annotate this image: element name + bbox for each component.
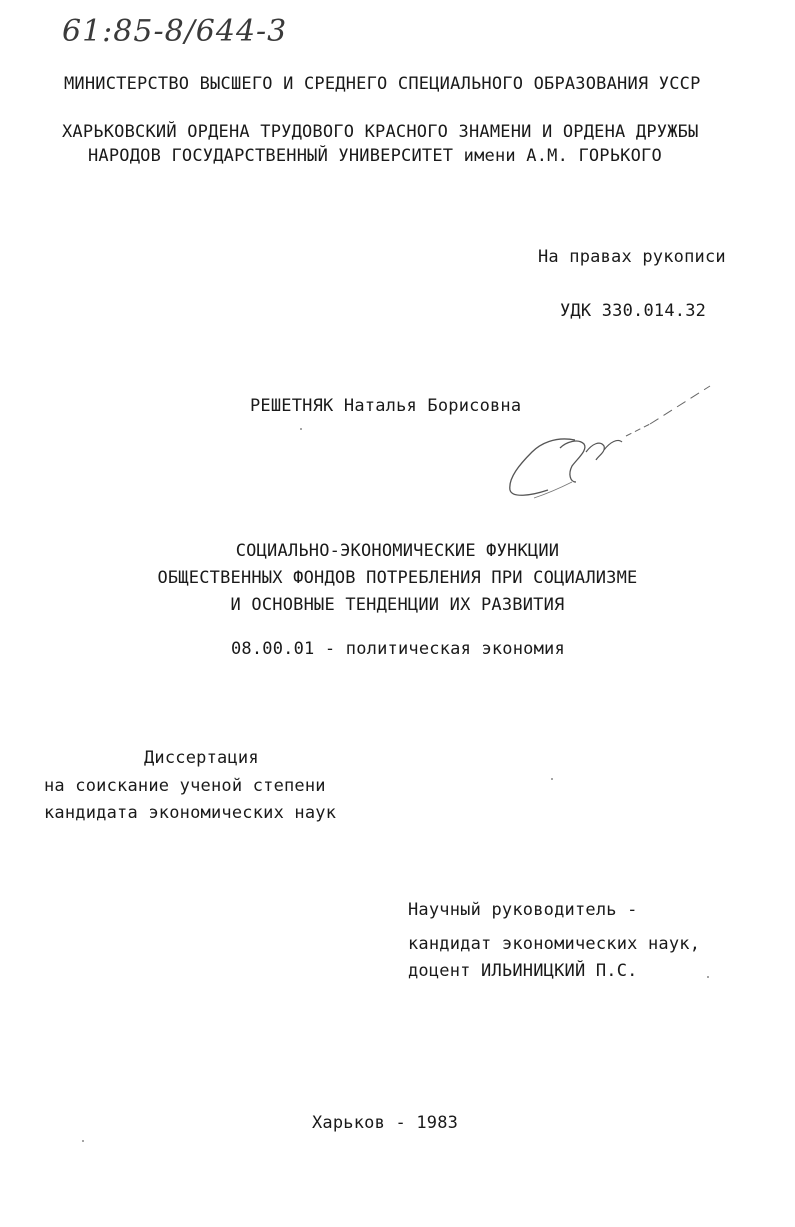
thesis-title-line2: ОБЩЕСТВЕННЫХ ФОНДОВ ПОТРЕБЛЕНИЯ ПРИ СОЦИАЛИЗМЕ	[157, 568, 638, 588]
author-name: РЕШЕТНЯК Наталья Борисовна	[250, 396, 522, 416]
archive-mark: 61:85-8/644-3	[62, 14, 288, 49]
specialty-code: 08.00.01 - политическая экономия	[231, 639, 565, 659]
supervisor-name: доцент ИЛЬИНИЦКИЙ П.С.	[408, 961, 638, 981]
university-heading-line1: ХАРЬКОВСКИЙ ОРДЕНА ТРУДОВОГО КРАСНОГО ЗНАМЕНИ И ОРДЕНА ДРУЖБЫ	[62, 122, 699, 142]
supervisor-label: Научный руководитель -	[408, 900, 638, 920]
thesis-title-line1: СОЦИАЛЬНО-ЭКОНОМИЧЕСКИЕ ФУНКЦИИ	[235, 541, 560, 561]
thesis-title-line3: И ОСНОВНЫЕ ТЕНДЕНЦИИ ИХ РАЗВИТИЯ	[230, 595, 565, 615]
udc-code: УДК 330.014.32	[560, 301, 707, 321]
dissertation-label: Диссертация	[144, 748, 259, 768]
supervisor-degree: кандидат экономических наук,	[408, 934, 701, 954]
degree-line1: на соискание ученой степени	[44, 776, 326, 796]
paper-speck	[551, 778, 553, 780]
paper-speck	[707, 976, 709, 978]
paper-speck	[300, 428, 302, 430]
signature-image	[500, 378, 720, 508]
university-heading-line2: НАРОДОВ ГОСУДАРСТВЕННЫЙ УНИВЕРСИТЕТ имени А.М. ГОРЬКОГО	[88, 146, 662, 166]
degree-line2: кандидата экономических наук	[44, 803, 337, 823]
rights-note: На правах рукописи	[538, 247, 726, 267]
place-and-year: Харьков - 1983	[312, 1113, 459, 1133]
ministry-heading: МИНИСТЕРСТВО ВЫСШЕГО И СРЕДНЕГО СПЕЦИАЛЬНОГО ОБРАЗОВАНИЯ УССР	[64, 74, 701, 94]
paper-speck	[82, 1140, 84, 1142]
